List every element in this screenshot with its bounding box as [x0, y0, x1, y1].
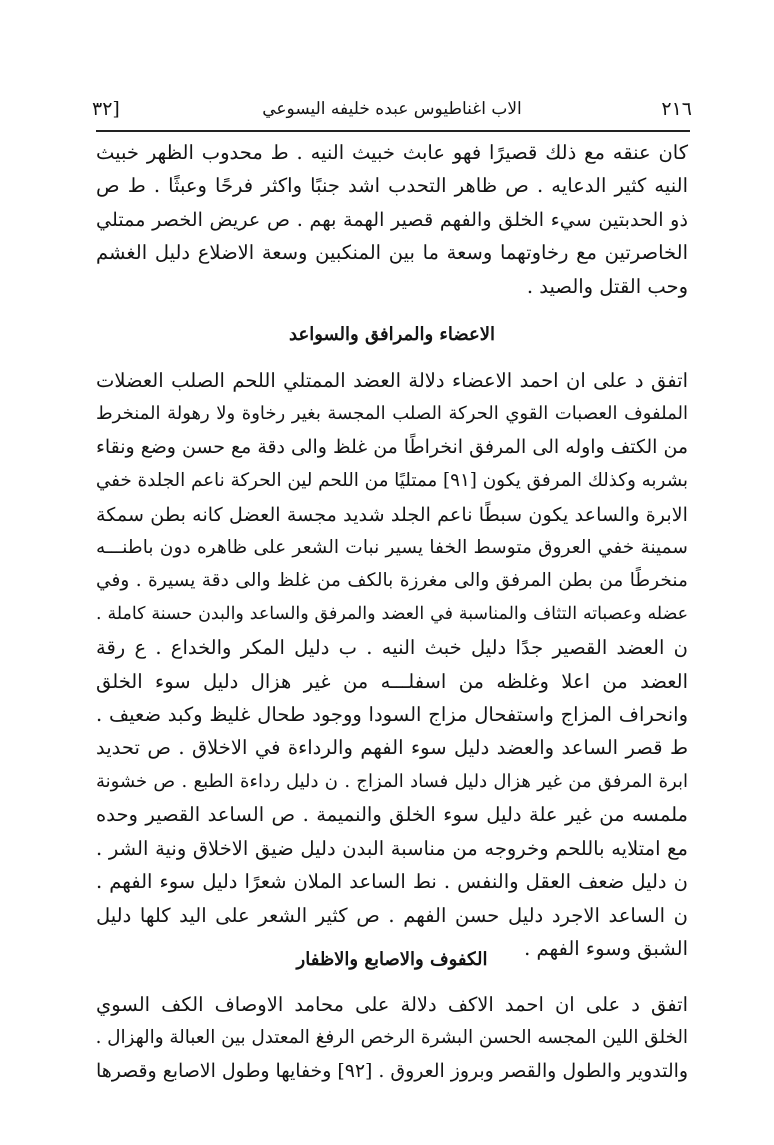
text-line: الخلق اللين المجسه الحسن البشرة الرخص الرفغ المعتدل بين العبالة والهزال .	[95, 1027, 688, 1049]
text-line: مع امتلايه باللحم وخروجه من مناسبة البدن دليل ضيق الاخلاق ونية الشر .	[96, 836, 688, 860]
text-line: الابرة والساعد يكون سبطًا ناعم الجلد شديد مجسة العضل كانه بطن سمكة	[96, 502, 688, 526]
text-line: سمينة خفي العروق متوسط الخفا يسير نبات الشعر على ظاهره دون باطنـــه	[96, 537, 688, 559]
section-heading-arms: الاعضاء والمرافق والسواعد	[289, 324, 495, 345]
section-arms-paragraph	[96, 364, 688, 965]
text-line: الملفوف العصبات القوي الحركة الصلب المجسة بغير رخاوة ولا رهولة المنخرط	[96, 403, 688, 425]
text-line: وانحراف المزاج واستفحال مزاج السودا ووجود طحال غليظ وكبد ضعيف .	[96, 703, 688, 727]
folio-marker: [٣٢	[92, 98, 120, 120]
running-header	[92, 92, 692, 126]
running-title: الاب اغناطيوس عبده خليفه اليسوعي	[262, 99, 522, 119]
text-line: ابرة المرفق من غير هزال دليل فساد المزاج . ن دليل رداءة الطبع . ص خشونة	[96, 770, 688, 792]
text-line: من الكتف واوله الى المرفق انخراطًا من غلظ والى دقة مع حسن وضع ونقاء	[96, 435, 688, 458]
text-line: النيه كثير الدعايه . ص ظاهر التحدب اشد جنبًا واكثر فرحًا وعبثًا . ط ص	[96, 174, 688, 198]
text-line: منخرطًا من بطن المرفق والى مغرزة بالكف من غلظ والى دقة يسيرة . وفي	[96, 570, 688, 592]
text-line: اتفق د على ان احمد الاكف دلالة على محامد الاوصاف الكف السوي	[96, 993, 688, 1016]
page-number: ٢١٦	[661, 98, 692, 120]
text-line: ن الساعد الاجرد دليل حسن الفهم . ص كثير الشعر على اليد كلها دليل	[96, 903, 688, 927]
header-rule	[96, 130, 690, 132]
text-line: ن العضد القصير جدًا دليل خبث النيه . ب دليل المكر والخداع . ع رقة	[96, 636, 688, 660]
text-line: الخاصرتين مع رخاوتهما وسعة ما بين المنكبين وسعة الاضلاع دليل الغشم	[96, 241, 688, 265]
text-line: الشبق وسوء الفهم .	[524, 936, 688, 960]
text-line: ن دليل ضعف العقل والنفس . نط الساعد الملان شعرًا دليل سوء الفهم .	[96, 870, 688, 894]
text-line: ط قصر الساعد والعضد دليل سوء الفهم والرداءة في الاخلاق . ص تحديد	[96, 736, 688, 760]
text-line: بشربه وكذلك المرفق يكون [٩١] ممتليًا من اللحم لين الحركة ناعم الجلدة خفي	[95, 470, 688, 492]
text-line: اتفق د على ان احمد الاعضاء دلالة العضد الممتلي اللحم الصلب العضلات	[96, 369, 688, 392]
text-line: والتدوير والطول والقصر وبروز العروق . [٩٢] وخفايها وطول الاصابع وقصرها	[96, 1059, 688, 1082]
text-line: كان عنقه مع ذلك قصيرًا فهو عابث خبيث النيه . ط محدوب الظهر خبيث	[96, 141, 688, 164]
section-heading-hands: الكفوف والاصابع والاظفار	[296, 949, 488, 970]
text-line: ملمسه من غير علة دليل سوء الخلق والنميمة . ص الساعد القصير وحده	[96, 803, 688, 827]
text-line: العضد من اعلا وغلظه من اسفلـــه من غير هزال دليل سوء الخلق	[96, 669, 688, 693]
intro-paragraph	[96, 136, 688, 303]
text-line: ذو الحدبتين سيء الخلق والفهم قصير الهمة بهم . ص عريض الخصر ممتلي	[96, 207, 688, 231]
section-hands-paragraph	[96, 988, 688, 1088]
text-line: وحب القتل والصيد .	[526, 274, 688, 298]
text-line: عضله وعصباته التثاف والمناسبة في العضد والمرفق والساعد والبدن حسنة كاملة .	[96, 603, 688, 624]
